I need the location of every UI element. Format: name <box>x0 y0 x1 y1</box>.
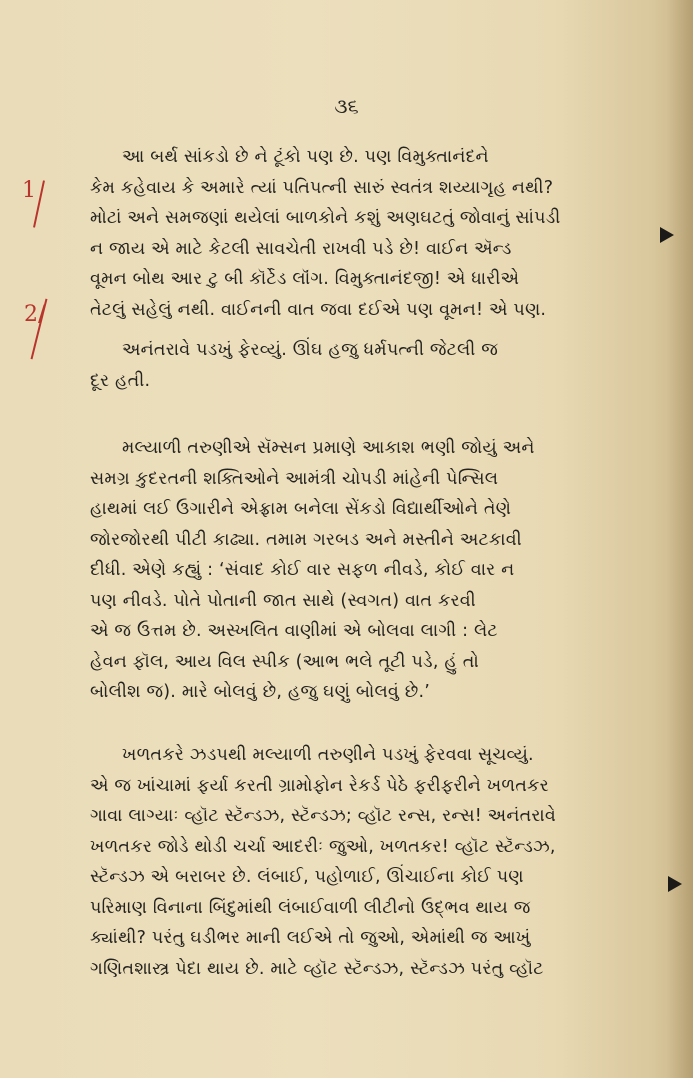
text-line: ગણિતશાસ્ત્ર પેદા થાય છે. માટે વ્હૉટ સ્ટૅન્ડઝ, સ્ટૅન્ડઝ પરંતુ વ્હૉટ <box>90 958 544 979</box>
text-line: પણ નીવડે. પોતે પોતાની જાત સાથે (સ્વગત) વાત કરવી <box>90 590 476 611</box>
text-line: મોટાં અને સમજણાં થયેલાં બાળકોને કશું અણઘટતું જોવાનું સાંપડી <box>90 208 561 228</box>
paragraph-3 <box>90 433 660 708</box>
text-line: દીધી. એણે કહ્યું : ‘સંવાદ કોઈ વાર સફળ નીવડે, કોઈ વાર ન <box>90 560 515 580</box>
paragraph-4 <box>90 740 660 984</box>
page-number: ૩૬ <box>334 94 359 118</box>
text-line: ન જાય એ માટે કેટલી સાવચેતી રાખવી પડે છે! વાઈન ઍન્ડ <box>90 238 512 259</box>
text-line: હેવન ફૉલ, આય વિલ સ્પીક (આભ ભલે તૂટી પડે, હું તો <box>90 651 479 672</box>
text-line: બોલીશ જ). મારે બોલવું છે, હજુ ઘણું બોલવું છે.’ <box>90 682 431 702</box>
text-line: એ જ ખાંચામાં ફર્યા કરતી ગ્રામોફોન રેકર્ડ પેઠે ફરીફરીને ખળતકર <box>90 775 549 796</box>
text-line: પરિમાણ વિનાના બિંદુમાંથી લંબાઈવાળી લીટીનો ઉદ્ભવ થાય જ <box>90 897 531 918</box>
red-pen-margin-note: 1 <box>22 178 36 203</box>
text-line: જોરજોરથી પીટી કાઢ્યા. તમામ ગરબડ અને મસ્તીને અટકાવી <box>90 529 522 550</box>
text-line: સ્ટૅન્ડઝ એ બરાબર છે. લંબાઈ, પહોળાઈ, ઊંચાઈના કોઈ પણ <box>90 867 524 887</box>
text-line: તેટલું સહેલું નથી. વાઈનની વાત જવા દઈએ પણ વૂમન! એ પણ. <box>90 299 547 320</box>
text-line: ખળતકર જોડે થોડી ચર્ચા આદરીઃ જુઓ, ખળતકર! વ્હૉટ સ્ટૅન્ડઝ, <box>90 836 556 857</box>
text-line: આ બર્થ સાંકડો છે ને ટૂંકો પણ છે. પણ વિમુક્તાનંદને <box>122 147 489 167</box>
text-line: ખળતકરે ઝડપથી મલ્યાળી તરુણીને પડખું ફેરવવા સૂચવ્યું. <box>122 745 534 765</box>
text-line: હાથમાં લઈ ઉગારીને એફ્રામ બનેલા સેંકડો વિદ્યાર્થીઓને તેણે <box>90 499 512 519</box>
text-line: સમગ્ર કુદરતની શક્તિઓને આમંત્રી ચોપડી માંહેની પેન્સિલ <box>90 468 499 489</box>
text-line: વૂમન બોથ આર ટુ બી કૉર્ટેડ લૉંગ. વિમુક્તાનંદજી! એ ધારીએ <box>90 269 520 289</box>
binding-hole-mark <box>668 876 682 892</box>
page-edge-shadow <box>667 0 693 1078</box>
red-pen-margin-note: 2/ <box>24 302 46 327</box>
text-line: કેમ કહેવાય કે અમારે ત્યાં પતિપત્ની સારું સ્વતંત્ર શય્યાગૃહ નથી? <box>90 177 554 198</box>
paragraph-1 <box>90 142 660 325</box>
paragraph-2 <box>90 335 660 396</box>
text-line: ગાવા લાગ્યાઃ વ્હૉટ સ્ટૅન્ડઝ, સ્ટૅન્ડઝ; વ્હૉટ રન્સ, રન્સ! અનંતરાવે <box>90 806 557 826</box>
text-line: એ જ ઉત્તમ છે. અસ્ખલિત વાણીમાં એ બોલવા લાગી : લેટ <box>90 621 498 641</box>
text-line: મલ્યાળી તરુણીએ સૅમ્સન પ્રમાણે આકાશ ભણી જોયું અને <box>122 438 535 458</box>
text-line: અનંતરાવે પડખું ફેરવ્યું. ઊંઘ હજુ ધર્મપત્ની જેટલી જ <box>122 340 499 360</box>
binding-hole-mark <box>660 227 674 243</box>
text-line: ક્યાંથી? પરંતુ ઘડીભર માની લઈએ તો જુઓ, એમાંથી જ આખું <box>90 928 531 948</box>
text-line: દૂર હતી. <box>90 370 151 391</box>
